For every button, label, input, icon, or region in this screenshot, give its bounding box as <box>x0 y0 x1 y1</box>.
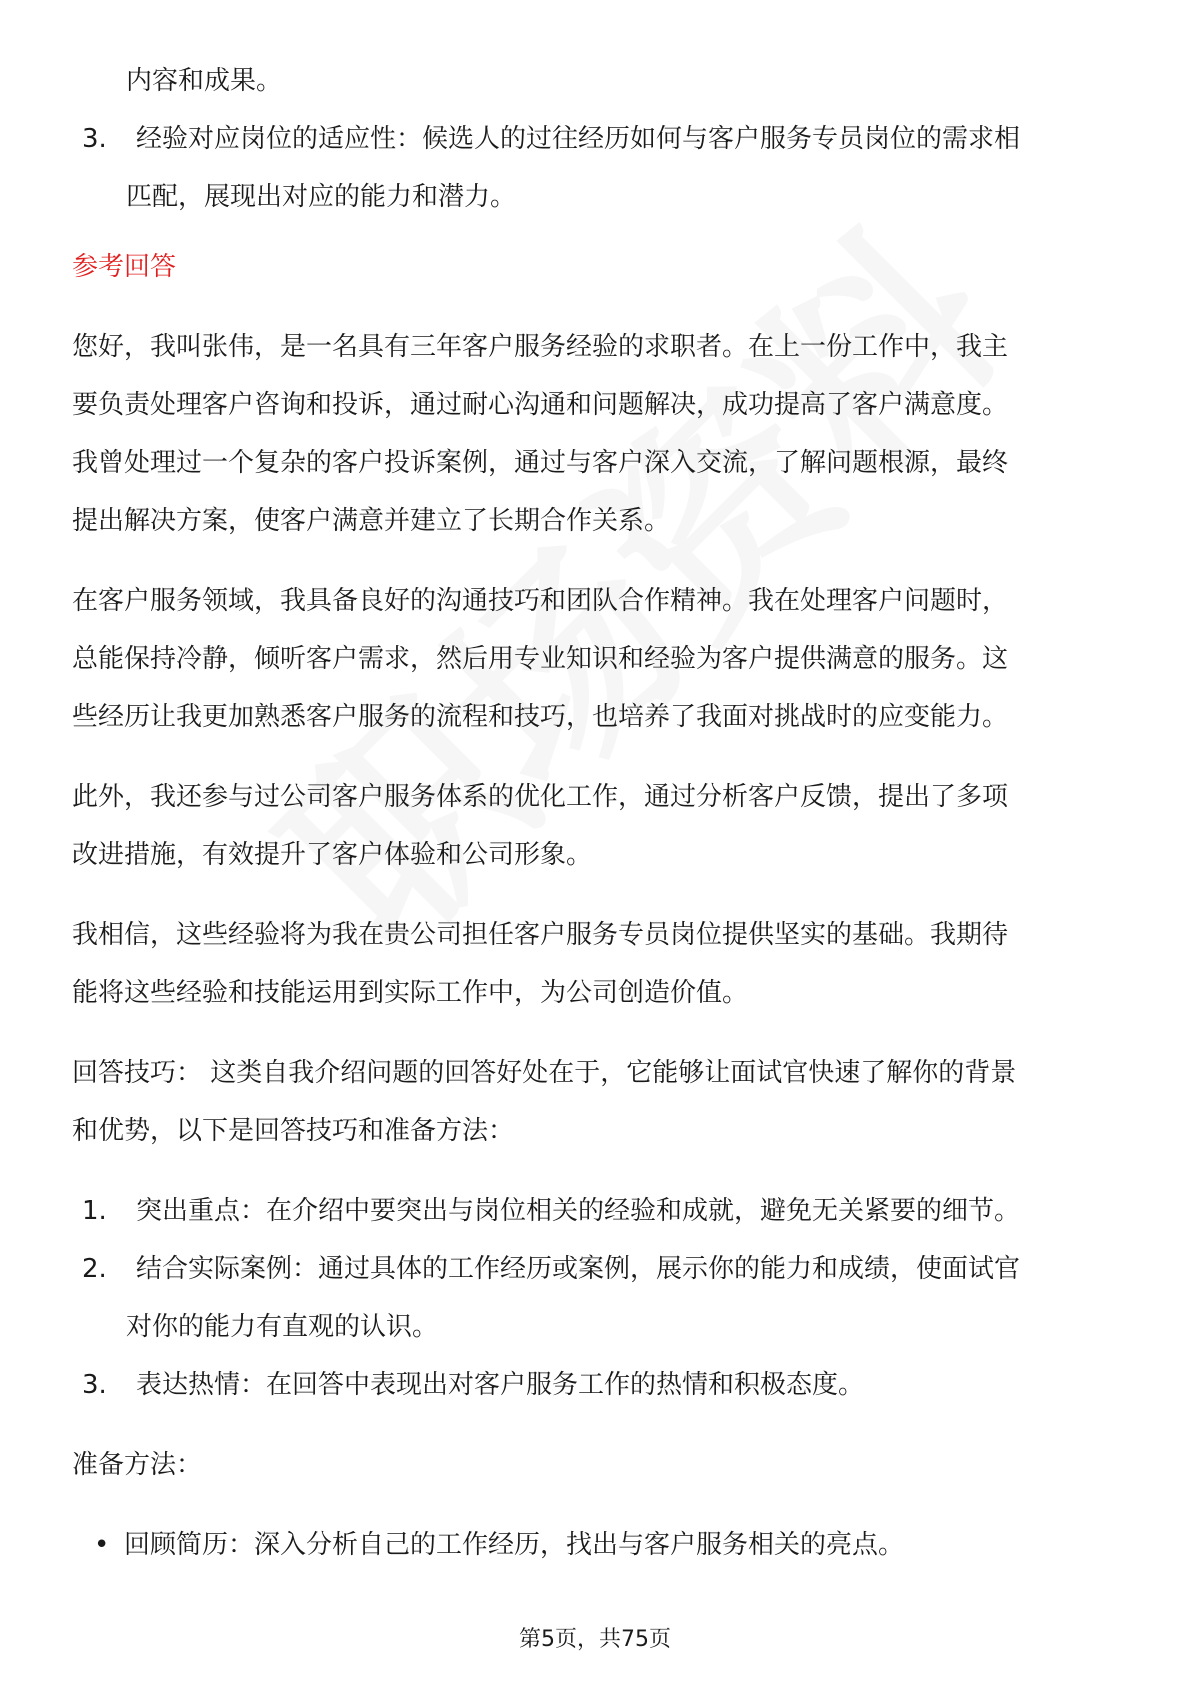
paragraph-line: 我曾处理过一个复杂的客户投诉案例，通过与客户深入交流，了解问题根源，最终 <box>72 448 1009 478</box>
paragraph-line: 在客户服务领域，我具备良好的沟通技巧和团队合作精神。我在处理客户问题时， <box>72 586 1009 616</box>
paragraph <box>72 768 1122 884</box>
tip-item <box>72 1356 1122 1414</box>
list-number: 1. <box>82 1196 107 1226</box>
paragraph-line: 能将这些经验和技能运用到实际工作中，为公司创造价值。 <box>72 978 749 1008</box>
tip-text: 突出重点：在介绍中要突出与岗位相关的经验和成就，避免无关紧要的细节。 <box>136 1196 1021 1226</box>
bullet-text: 回顾简历：深入分析自己的工作经历，找出与客户服务相关的亮点。 <box>124 1530 905 1560</box>
paragraph-line: 总能保持冷静，倾听客户需求，然后用专业知识和经验为客户提供满意的服务。这 <box>72 644 1009 674</box>
paragraph-line: 此外，我还参与过公司客户服务体系的优化工作，通过分析客户反馈，提出了多项 <box>72 782 1009 812</box>
bullet-list <box>72 1516 1122 1574</box>
paragraph <box>72 1436 1122 1494</box>
bullet-icon: • <box>94 1530 110 1560</box>
list-number: 3. <box>82 1370 107 1400</box>
bullet-item <box>72 1516 1122 1574</box>
tip-item <box>72 1182 1122 1240</box>
list-item-3 <box>72 110 1122 168</box>
paragraph-line: 要负责处理客户咨询和投诉，通过耐心沟通和问题解决，成功提高了客户满意度。 <box>72 390 1009 420</box>
paragraph-line: 些经历让我更加熟悉客户服务的流程和技巧，也培养了我面对挑战时的应变能力。 <box>72 702 1009 732</box>
criteria-list <box>72 52 1122 226</box>
paragraph-line: 您好，我叫张伟，是一名具有三年客户服务经验的求职者。在上一份工作中，我主 <box>72 332 1009 362</box>
tip-item <box>72 1240 1122 1298</box>
tip-text: 结合实际案例：通过具体的工作经历或案例，展示你的能力和成绩，使面试官 <box>136 1254 1021 1284</box>
tip-item-continuation: 对你的能力有直观的认识。 <box>126 1312 439 1342</box>
list-number: 2. <box>82 1254 107 1284</box>
paragraph-line: 回答技巧： 这类自我介绍问题的回答好处在于，它能够让面试官快速了解你的背景 <box>72 1058 1017 1088</box>
list-item-text: 经验对应岗位的适应性：候选人的过往经历如何与客户服务专员岗位的需求相 <box>136 124 1021 154</box>
paragraph-line: 我相信，这些经验将为我在贵公司担任客户服务专员岗位提供坚实的基础。我期待 <box>72 920 1009 950</box>
document-page <box>72 52 1122 1574</box>
section-heading: 参考回答 <box>72 252 177 282</box>
paragraph-line: 改进措施，有效提升了客户体验和公司形象。 <box>72 840 593 870</box>
tip-text: 表达热情：在回答中表现出对客户服务工作的热情和积极态度。 <box>136 1370 865 1400</box>
paragraph <box>72 906 1122 1022</box>
prep-label: 准备方法： <box>72 1450 203 1480</box>
list-number: 3. <box>82 124 107 154</box>
list-item-2-continuation: 内容和成果。 <box>126 66 283 96</box>
page-footer: 第5页，共75页 <box>519 1627 671 1652</box>
tips-list <box>72 1182 1122 1414</box>
paragraph <box>72 1044 1122 1160</box>
paragraph-line: 提出解决方案，使客户满意并建立了长期合作关系。 <box>72 506 671 536</box>
paragraph <box>72 572 1122 746</box>
paragraph-line: 和优势，以下是回答技巧和准备方法： <box>72 1116 515 1146</box>
list-item-3-continuation: 匹配，展现出对应的能力和潜力。 <box>126 182 517 212</box>
paragraph <box>72 318 1122 550</box>
